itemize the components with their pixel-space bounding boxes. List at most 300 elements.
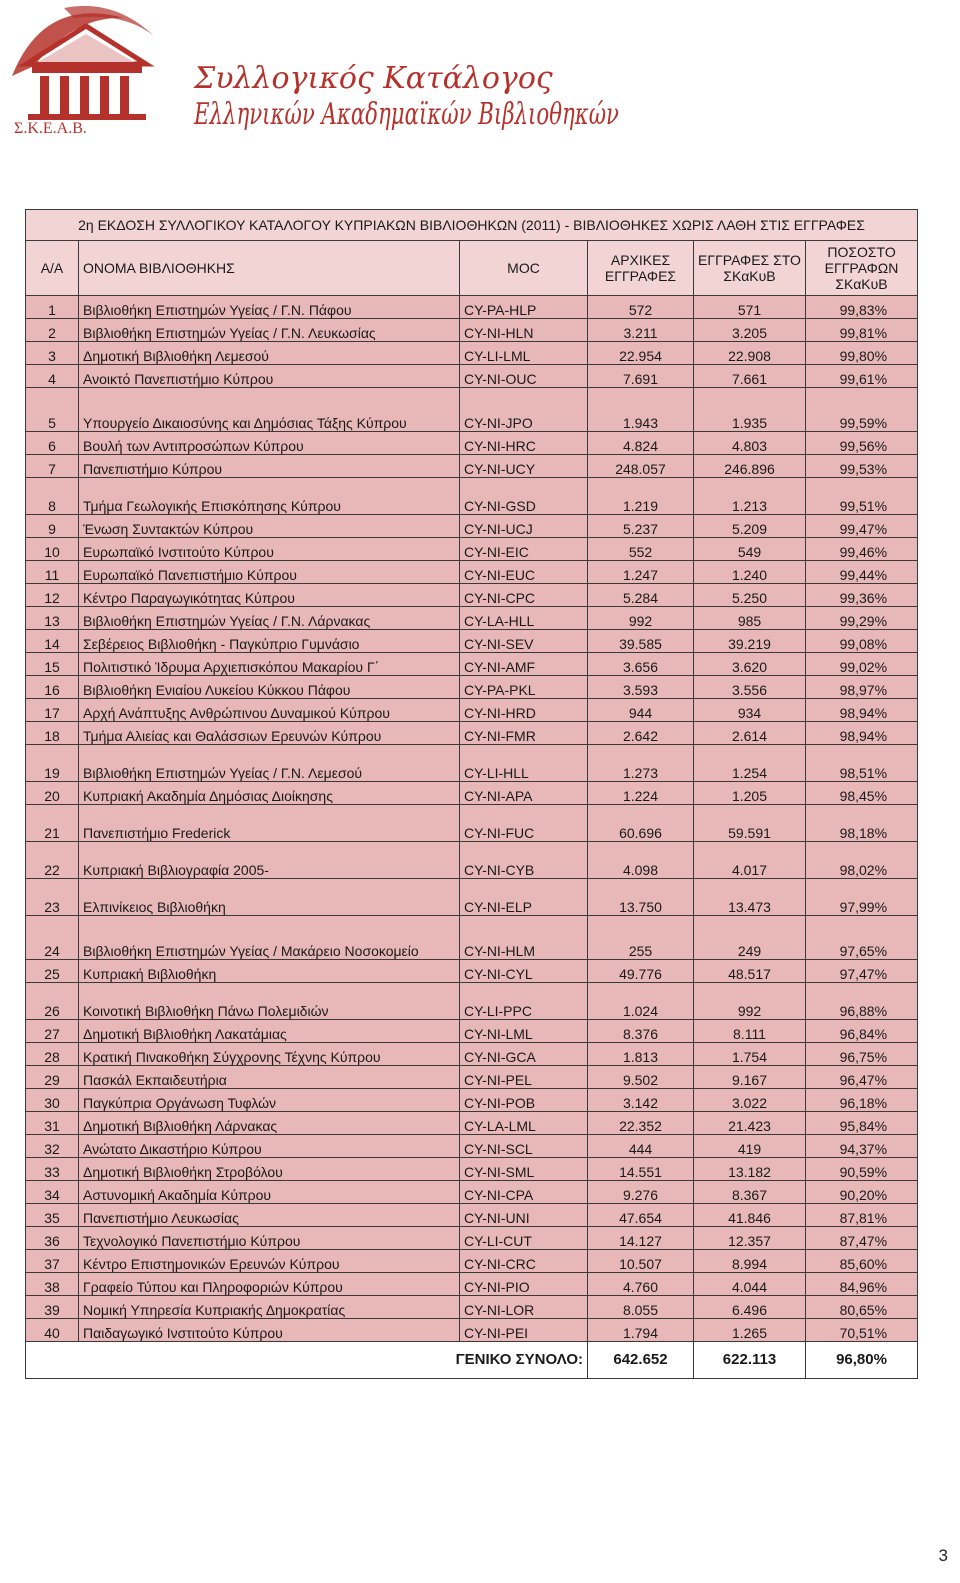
moc-code: CY-NI-LML [460,1020,588,1043]
records-percent: 97,99% [806,879,918,916]
header-moc: MOC [460,241,588,296]
moc-code: CY-NI-EIC [460,538,588,561]
row-number: 1 [26,296,79,319]
library-name: Κέντρο Παραγωγικότητας Κύπρου [79,584,460,607]
skakyb-records: 2.614 [694,722,806,745]
row-number: 2 [26,319,79,342]
table-row [26,916,918,960]
skakyb-records: 3.205 [694,319,806,342]
records-percent: 98,97% [806,676,918,699]
initial-records: 248.057 [588,455,694,478]
library-name: Νομική Υπηρεσία Κυπριακής Δημοκρατίας [79,1296,460,1319]
library-name: Ένωση Συντακτών Κύπρου [79,515,460,538]
row-number: 37 [26,1250,79,1273]
initial-records: 8.376 [588,1020,694,1043]
skakyb-records: 3.620 [694,653,806,676]
logo-line-2: Ελληνικών Ακαδημαϊκών Βιβλιοθηκών [193,97,619,132]
skakyb-records: 48.517 [694,960,806,983]
records-percent: 99,02% [806,653,918,676]
table-row [26,676,918,699]
skakyb-records: 9.167 [694,1066,806,1089]
row-number: 40 [26,1319,79,1342]
moc-code: CY-NI-PEI [460,1319,588,1342]
skakyb-records: 1.935 [694,388,806,432]
skakyb-records: 934 [694,699,806,722]
records-percent: 96,88% [806,983,918,1020]
skakyb-records: 571 [694,296,806,319]
initial-records: 2.642 [588,722,694,745]
library-name: Βιβλιοθήκη Επιστημών Υγείας / Γ.Ν. Πάφου [79,296,460,319]
records-percent: 99,46% [806,538,918,561]
table-row [26,561,918,584]
records-percent: 98,94% [806,699,918,722]
initial-records: 49.776 [588,960,694,983]
initial-records: 3.593 [588,676,694,699]
skakyb-records: 4.017 [694,842,806,879]
table-row [26,805,918,842]
skakyb-records: 12.357 [694,1227,806,1250]
skeab-logo-graphic [4,6,784,136]
table-row [26,1204,918,1227]
row-number: 13 [26,607,79,630]
moc-code: CY-NI-UCY [460,455,588,478]
row-number: 8 [26,478,79,515]
moc-code: CY-NI-GCA [460,1043,588,1066]
records-percent: 99,47% [806,515,918,538]
skakyb-records: 13.473 [694,879,806,916]
row-number: 36 [26,1227,79,1250]
skakyb-records: 8.994 [694,1250,806,1273]
row-number: 3 [26,342,79,365]
moc-code: CY-NI-HRD [460,699,588,722]
row-number: 21 [26,805,79,842]
initial-records: 1.813 [588,1043,694,1066]
skakyb-records: 3.022 [694,1089,806,1112]
records-percent: 90,59% [806,1158,918,1181]
table-row [26,1066,918,1089]
table-row [26,538,918,561]
records-percent: 84,96% [806,1273,918,1296]
table-row [26,1043,918,1066]
initial-records: 552 [588,538,694,561]
records-percent: 98,18% [806,805,918,842]
initial-records: 4.760 [588,1273,694,1296]
skakyb-records: 8.111 [694,1020,806,1043]
initial-records: 22.954 [588,342,694,365]
initial-records: 3.142 [588,1089,694,1112]
table-row [26,319,918,342]
initial-records: 8.055 [588,1296,694,1319]
initial-records: 14.551 [588,1158,694,1181]
table-row [26,960,918,983]
row-number: 34 [26,1181,79,1204]
skakyb-records: 1.213 [694,478,806,515]
header-name: ΟΝΟΜΑ ΒΙΒΛΙΟΘΗΚΗΣ [79,241,460,296]
skakyb-records: 3.556 [694,676,806,699]
library-name: Γραφείο Τύπου και Πληροφοριών Κύπρου [79,1273,460,1296]
skakyb-records: 21.423 [694,1112,806,1135]
skakyb-records: 4.803 [694,432,806,455]
table-row [26,842,918,879]
records-percent: 99,56% [806,432,918,455]
row-number: 19 [26,745,79,782]
row-number: 32 [26,1135,79,1158]
records-percent: 99,44% [806,561,918,584]
table-row [26,1296,918,1319]
library-name: Σεβέρειος Βιβλιοθήκη - Παγκύπριο Γυμνάσιο [79,630,460,653]
row-number: 31 [26,1112,79,1135]
records-percent: 99,83% [806,296,918,319]
initial-records: 3.656 [588,653,694,676]
library-name: Τμήμα Αλιείας και Θαλάσσιων Ερευνών Κύπρου [79,722,460,745]
records-percent: 90,20% [806,1181,918,1204]
table-row [26,722,918,745]
library-name: Παιδαγωγικό Ινστιτούτο Κύπρου [79,1319,460,1342]
moc-code: CY-NI-PEL [460,1066,588,1089]
total-row [26,1342,918,1379]
library-name: Δημοτική Βιβλιοθήκη Στροβόλου [79,1158,460,1181]
moc-code: CY-NI-UNI [460,1204,588,1227]
initial-records: 444 [588,1135,694,1158]
row-number: 26 [26,983,79,1020]
table-row [26,1273,918,1296]
records-percent: 99,51% [806,478,918,515]
moc-code: CY-LI-CUT [460,1227,588,1250]
table-row [26,745,918,782]
initial-records: 4.824 [588,432,694,455]
table-row [26,1319,918,1342]
library-name: Κοινοτική Βιβλιοθήκη Πάνω Πολεμιδιών [79,983,460,1020]
library-name: Τμήμα Γεωλογικής Επισκόπησης Κύπρου [79,478,460,515]
row-number: 35 [26,1204,79,1227]
moc-code: CY-NI-AMF [460,653,588,676]
moc-code: CY-NI-CPC [460,584,588,607]
table-row [26,983,918,1020]
records-percent: 98,02% [806,842,918,879]
moc-code: CY-NI-SML [460,1158,588,1181]
moc-code: CY-NI-SEV [460,630,588,653]
row-number: 23 [26,879,79,916]
skakyb-records: 419 [694,1135,806,1158]
records-percent: 98,94% [806,722,918,745]
initial-records: 1.219 [588,478,694,515]
table-row [26,478,918,515]
logo-acronym: Σ.Κ.Ε.Α.Β. [14,120,87,136]
table-row [26,432,918,455]
records-percent: 85,60% [806,1250,918,1273]
skakyb-records: 246.896 [694,455,806,478]
moc-code: CY-LI-HLL [460,745,588,782]
row-number: 11 [26,561,79,584]
moc-code: CY-NI-PIO [460,1273,588,1296]
moc-code: CY-LA-HLL [460,607,588,630]
skakyb-records: 13.182 [694,1158,806,1181]
row-number: 39 [26,1296,79,1319]
skakyb-records: 1.254 [694,745,806,782]
table-title: 2η ΕΚΔΟΣΗ ΣΥΛΛΟΓΙΚΟΥ ΚΑΤΑΛΟΓΟΥ ΚΥΠΡΙΑΚΩΝ ΒΙΒΛΙΟΘΗΚΩΝ (2011) - ΒΙΒΛΙΟΘΗΚΕΣ ΧΩΡΙΣ ΛΑΘΗ ΣΤΙΣ ΕΓΓΡΑΦΕΣ [26,210,918,241]
moc-code: CY-NI-JPO [460,388,588,432]
initial-records: 944 [588,699,694,722]
initial-records: 1.794 [588,1319,694,1342]
moc-code: CY-NI-OUC [460,365,588,388]
library-name: Αστυνομική Ακαδημία Κύπρου [79,1181,460,1204]
moc-code: CY-LA-LML [460,1112,588,1135]
library-name: Ανώτατο Δικαστήριο Κύπρου [79,1135,460,1158]
table-row [26,1250,918,1273]
records-percent: 70,51% [806,1319,918,1342]
moc-code: CY-NI-APA [460,782,588,805]
table-row [26,388,918,432]
library-name: Ελπινίκειος Βιβλιοθήκη [79,879,460,916]
initial-records: 9.502 [588,1066,694,1089]
initial-records: 10.507 [588,1250,694,1273]
row-number: 22 [26,842,79,879]
row-number: 9 [26,515,79,538]
initial-records: 1.224 [588,782,694,805]
records-percent: 99,59% [806,388,918,432]
moc-code: CY-NI-LOR [460,1296,588,1319]
skakyb-records: 7.661 [694,365,806,388]
library-name: Βιβλιοθήκη Επιστημών Υγείας / Μακάρειο Νοσοκομείο [79,916,460,960]
library-name: Βιβλιοθήκη Επιστημών Υγείας / Γ.Ν. Λεμεσού [79,745,460,782]
library-name: Βιβλιοθήκη Ενιαίου Λυκείου Κύκκου Πάφου [79,676,460,699]
row-number: 12 [26,584,79,607]
moc-code: CY-NI-UCJ [460,515,588,538]
moc-code: CY-PA-PKL [460,676,588,699]
library-name: Κρατική Πινακοθήκη Σύγχρονης Τέχνης Κύπρου [79,1043,460,1066]
library-name: Δημοτική Βιβλιοθήκη Λάρνακας [79,1112,460,1135]
moc-code: CY-NI-CRC [460,1250,588,1273]
total-initial: 642.652 [588,1342,694,1379]
table-row [26,455,918,478]
initial-records: 572 [588,296,694,319]
table-row [26,584,918,607]
table-row [26,1089,918,1112]
skakyb-records: 41.846 [694,1204,806,1227]
header-percent: ΠΟΣΟΣΤΟ ΕΓΓΡΑΦΩΝ ΣΚαΚυΒ [806,241,918,296]
initial-records: 1.273 [588,745,694,782]
records-percent: 95,84% [806,1112,918,1135]
row-number: 28 [26,1043,79,1066]
moc-code: CY-NI-GSD [460,478,588,515]
row-number: 20 [26,782,79,805]
header-initial: ΑΡΧΙΚΕΣ ΕΓΓΡΑΦΕΣ [588,241,694,296]
row-number: 5 [26,388,79,432]
table-header-row [26,241,918,296]
skakyb-records: 4.044 [694,1273,806,1296]
library-name: Παγκύπρια Οργάνωση Τυφλών [79,1089,460,1112]
moc-code: CY-NI-CYB [460,842,588,879]
library-name: Πασκάλ Εκπαιδευτήρια [79,1066,460,1089]
row-number: 18 [26,722,79,745]
row-number: 6 [26,432,79,455]
table-row [26,1135,918,1158]
table-row [26,342,918,365]
library-name: Βιβλιοθήκη Επιστημών Υγείας / Γ.Ν. Λάρνακας [79,607,460,630]
skakyb-records: 549 [694,538,806,561]
skakyb-records: 1.240 [694,561,806,584]
initial-records: 5.237 [588,515,694,538]
table-row [26,699,918,722]
moc-code: CY-NI-FUC [460,805,588,842]
table-row [26,607,918,630]
table-row [26,1158,918,1181]
skeab-logo [4,6,784,136]
initial-records: 7.691 [588,365,694,388]
table-row [26,1227,918,1250]
table-title-row [26,210,918,241]
row-number: 15 [26,653,79,676]
row-number: 25 [26,960,79,983]
records-percent: 96,75% [806,1043,918,1066]
library-name: Ευρωπαϊκό Ινστιτούτο Κύπρου [79,538,460,561]
library-name: Κέντρο Επιστημονικών Ερευνών Κύπρου [79,1250,460,1273]
records-percent: 98,45% [806,782,918,805]
page-number: 3 [938,1546,948,1565]
table-row [26,296,918,319]
initial-records: 14.127 [588,1227,694,1250]
skakyb-records: 1.754 [694,1043,806,1066]
row-number: 33 [26,1158,79,1181]
table-row [26,1112,918,1135]
library-name: Ανοικτό Πανεπιστήμιο Κύπρου [79,365,460,388]
records-percent: 99,61% [806,365,918,388]
table-row [26,365,918,388]
moc-code: CY-NI-CYL [460,960,588,983]
records-percent: 99,80% [806,342,918,365]
row-number: 24 [26,916,79,960]
initial-records: 13.750 [588,879,694,916]
records-percent: 87,81% [806,1204,918,1227]
library-name: Δημοτική Βιβλιοθήκη Λακατάμιας [79,1020,460,1043]
records-percent: 99,08% [806,630,918,653]
skakyb-records: 992 [694,983,806,1020]
table-row [26,515,918,538]
header-aa: Α/Α [26,241,79,296]
row-number: 14 [26,630,79,653]
moc-code: CY-LI-PPC [460,983,588,1020]
library-name: Κυπριακή Βιβλιογραφία 2005- [79,842,460,879]
skakyb-records: 59.591 [694,805,806,842]
library-name: Ευρωπαϊκό Πανεπιστήμιο Κύπρου [79,561,460,584]
initial-records: 4.098 [588,842,694,879]
total-final: 622.113 [694,1342,806,1379]
records-percent: 99,81% [806,319,918,342]
skakyb-records: 6.496 [694,1296,806,1319]
logo-line-1: Συλλογικός Κατάλογος [194,61,553,96]
moc-code: CY-NI-SCL [460,1135,588,1158]
library-name: Βιβλιοθήκη Επιστημών Υγείας / Γ.Ν. Λευκωσίας [79,319,460,342]
initial-records: 39.585 [588,630,694,653]
table-row [26,1181,918,1204]
total-percent: 96,80% [806,1342,918,1379]
row-number: 10 [26,538,79,561]
total-label: ΓΕΝΙΚΟ ΣΥΝΟΛΟ: [26,1342,588,1379]
row-number: 17 [26,699,79,722]
initial-records: 1.943 [588,388,694,432]
records-percent: 94,37% [806,1135,918,1158]
records-percent: 96,47% [806,1066,918,1089]
moc-code: CY-LI-LML [460,342,588,365]
table-row [26,782,918,805]
skakyb-records: 8.367 [694,1181,806,1204]
initial-records: 3.211 [588,319,694,342]
initial-records: 5.284 [588,584,694,607]
skakyb-records: 39.219 [694,630,806,653]
initial-records: 255 [588,916,694,960]
library-name: Βουλή των Αντιπροσώπων Κύπρου [79,432,460,455]
library-name: Τεχνολογικό Πανεπιστήμιο Κύπρου [79,1227,460,1250]
initial-records: 60.696 [588,805,694,842]
library-name: Πολιτιστικό Ίδρυμα Αρχιεπισκόπου Μακαρίου Γ΄ [79,653,460,676]
skakyb-records: 1.265 [694,1319,806,1342]
table-row [26,1020,918,1043]
table-row [26,630,918,653]
records-percent: 96,84% [806,1020,918,1043]
libraries-table [25,209,918,1379]
moc-code: CY-NI-EUC [460,561,588,584]
row-number: 4 [26,365,79,388]
initial-records: 1.024 [588,983,694,1020]
skakyb-records: 1.205 [694,782,806,805]
table-row [26,653,918,676]
moc-code: CY-PA-HLP [460,296,588,319]
records-percent: 99,53% [806,455,918,478]
initial-records: 992 [588,607,694,630]
row-number: 27 [26,1020,79,1043]
row-number: 7 [26,455,79,478]
library-name: Δημοτική Βιβλιοθήκη Λεμεσού [79,342,460,365]
initial-records: 22.352 [588,1112,694,1135]
records-percent: 87,47% [806,1227,918,1250]
row-number: 38 [26,1273,79,1296]
moc-code: CY-NI-CPA [460,1181,588,1204]
initial-records: 9.276 [588,1181,694,1204]
skakyb-records: 22.908 [694,342,806,365]
moc-code: CY-NI-ELP [460,879,588,916]
library-name: Πανεπιστήμιο Frederick [79,805,460,842]
row-number: 30 [26,1089,79,1112]
moc-code: CY-NI-HLM [460,916,588,960]
skakyb-records: 5.250 [694,584,806,607]
skakyb-records: 985 [694,607,806,630]
records-percent: 99,29% [806,607,918,630]
records-percent: 97,47% [806,960,918,983]
records-percent: 96,18% [806,1089,918,1112]
records-percent: 98,51% [806,745,918,782]
row-number: 29 [26,1066,79,1089]
records-percent: 99,36% [806,584,918,607]
moc-code: CY-NI-FMR [460,722,588,745]
records-percent: 80,65% [806,1296,918,1319]
header-in-skakyb: ΕΓΓΡΑΦΕΣ ΣΤΟ ΣΚαΚυΒ [694,241,806,296]
row-number: 16 [26,676,79,699]
skakyb-records: 5.209 [694,515,806,538]
records-percent: 97,65% [806,916,918,960]
library-name: Πανεπιστήμιο Κύπρου [79,455,460,478]
library-name: Κυπριακή Ακαδημία Δημόσιας Διοίκησης [79,782,460,805]
initial-records: 1.247 [588,561,694,584]
skakyb-records: 249 [694,916,806,960]
moc-code: CY-NI-POB [460,1089,588,1112]
library-name: Υπουργείο Δικαιοσύνης και Δημόσιας Τάξης Κύπρου [79,388,460,432]
library-name: Κυπριακή Βιβλιοθήκη [79,960,460,983]
moc-code: CY-NI-HRC [460,432,588,455]
table-row [26,879,918,916]
library-name: Αρχή Ανάπτυξης Ανθρώπινου Δυναμικού Κύπρου [79,699,460,722]
initial-records: 47.654 [588,1204,694,1227]
moc-code: CY-NI-HLN [460,319,588,342]
